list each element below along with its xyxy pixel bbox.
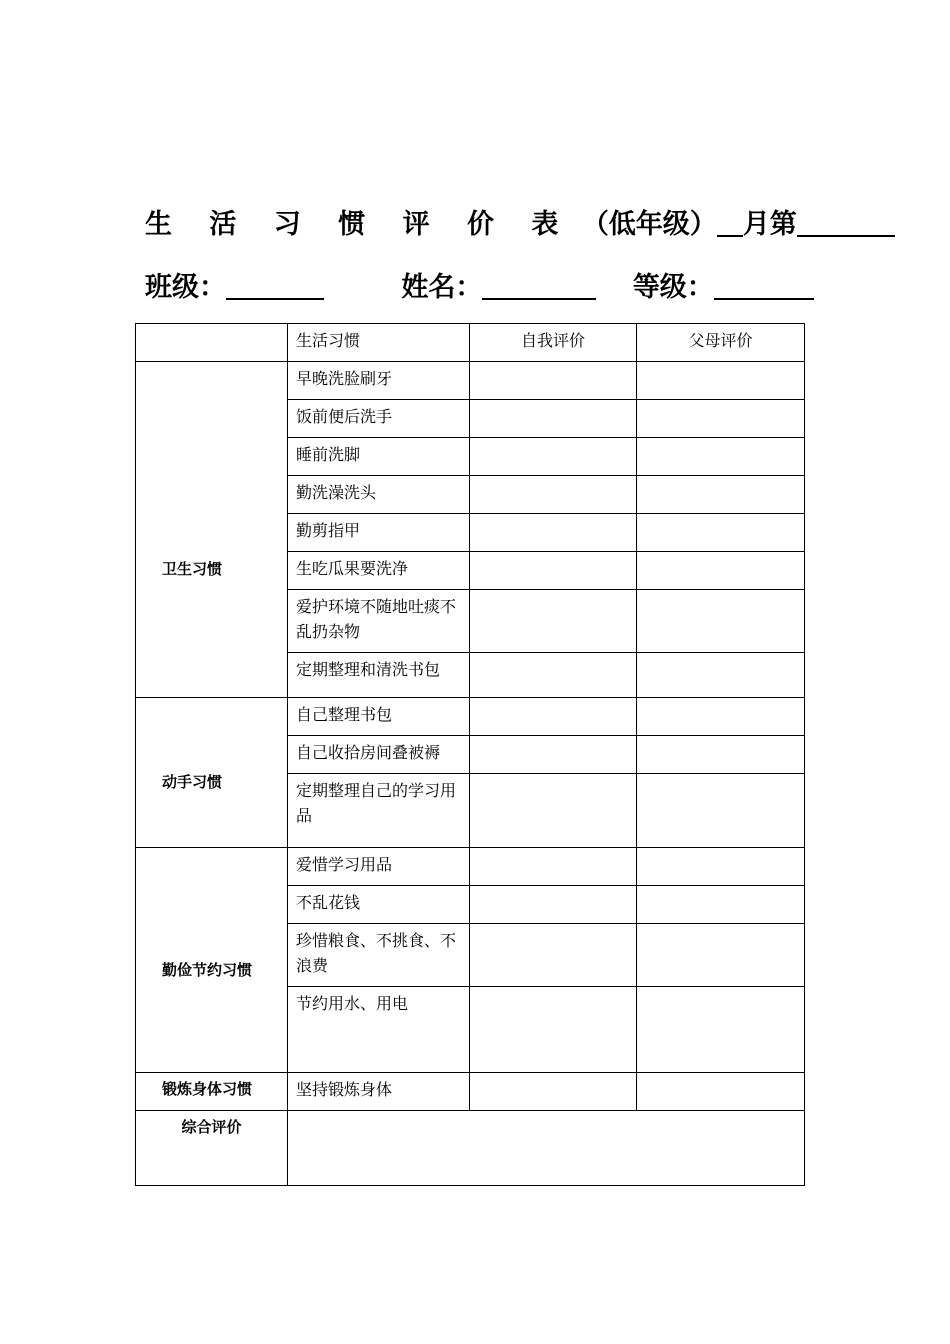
parent-eval-cell[interactable] <box>637 552 805 590</box>
habit-item: 节约用水、用电 <box>288 987 470 1073</box>
table-row <box>136 698 805 736</box>
parent-eval-cell[interactable] <box>637 400 805 438</box>
self-eval-cell[interactable] <box>470 774 637 848</box>
self-eval-cell[interactable] <box>470 1073 637 1111</box>
parent-eval-cell[interactable] <box>637 848 805 886</box>
self-eval-cell[interactable] <box>470 362 637 400</box>
habit-item: 自己收拾房间叠被褥 <box>288 736 470 774</box>
self-eval-cell[interactable] <box>470 400 637 438</box>
habit-item: 爱惜学习用品 <box>288 848 470 886</box>
header-habit: 生活习惯 <box>288 324 470 362</box>
habit-item: 定期整理自己的学习用品 <box>288 774 470 848</box>
parent-eval-cell[interactable] <box>637 514 805 552</box>
parent-eval-cell[interactable] <box>637 987 805 1073</box>
class-blank[interactable] <box>226 268 324 300</box>
habit-item: 不乱花钱 <box>288 886 470 924</box>
self-eval-cell[interactable] <box>470 848 637 886</box>
class-label: 班级： <box>145 272 226 303</box>
parent-eval-cell[interactable] <box>637 698 805 736</box>
table-row <box>136 362 805 400</box>
habit-item: 饭前便后洗手 <box>288 400 470 438</box>
parent-eval-cell[interactable] <box>637 653 805 698</box>
habit-item: 勤洗澡洗头 <box>288 476 470 514</box>
self-eval-cell[interactable] <box>470 438 637 476</box>
title-main: 生 活 习 惯 评 价 表 <box>145 209 573 240</box>
parent-eval-cell[interactable] <box>637 924 805 987</box>
month-blank[interactable] <box>717 205 743 237</box>
self-eval-cell[interactable] <box>470 987 637 1073</box>
form-title <box>145 205 845 245</box>
parent-eval-cell[interactable] <box>637 438 805 476</box>
habit-item: 早晚洗脸刷牙 <box>288 362 470 400</box>
header-self-eval: 自我评价 <box>470 324 637 362</box>
parent-eval-cell[interactable] <box>637 590 805 653</box>
title-month-suffix: 月第 <box>742 209 797 240</box>
parent-eval-cell[interactable] <box>637 476 805 514</box>
week-blank[interactable] <box>797 205 895 237</box>
habit-evaluation-table <box>135 323 805 1186</box>
habit-item: 生吃瓜果要洗净 <box>288 552 470 590</box>
self-eval-cell[interactable] <box>470 924 637 987</box>
category-hygiene: 卫生习惯 <box>136 362 288 698</box>
parent-eval-cell[interactable] <box>637 774 805 848</box>
self-eval-cell[interactable] <box>470 476 637 514</box>
self-eval-cell[interactable] <box>470 886 637 924</box>
self-eval-cell[interactable] <box>470 552 637 590</box>
self-eval-cell[interactable] <box>470 736 637 774</box>
parent-eval-cell[interactable] <box>637 1073 805 1111</box>
habit-item: 定期整理和清洗书包 <box>288 653 470 698</box>
info-line <box>145 268 845 308</box>
habit-item: 勤剪指甲 <box>288 514 470 552</box>
header-parent-eval: 父母评价 <box>637 324 805 362</box>
habit-item: 睡前洗脚 <box>288 438 470 476</box>
summary-row <box>136 1111 805 1186</box>
table-row <box>136 1073 805 1111</box>
parent-eval-cell[interactable] <box>637 736 805 774</box>
self-eval-cell[interactable] <box>470 590 637 653</box>
category-hands-on: 动手习惯 <box>136 698 288 848</box>
name-label: 姓名： <box>401 272 483 303</box>
self-eval-cell[interactable] <box>470 514 637 552</box>
level-blank[interactable] <box>714 268 814 300</box>
name-blank[interactable] <box>482 268 596 300</box>
title-grade: （低年级） <box>581 209 717 240</box>
parent-eval-cell[interactable] <box>637 362 805 400</box>
habit-item: 爱护环境不随地吐痰不乱扔杂物 <box>288 590 470 653</box>
self-eval-cell[interactable] <box>470 698 637 736</box>
summary-label: 综合评价 <box>136 1111 288 1186</box>
self-eval-cell[interactable] <box>470 653 637 698</box>
table-row <box>136 848 805 886</box>
habit-item: 自己整理书包 <box>288 698 470 736</box>
header-empty <box>136 324 288 362</box>
habit-item: 珍惜粮食、不挑食、不浪费 <box>288 924 470 987</box>
summary-cell[interactable] <box>288 1111 805 1186</box>
habit-item: 坚持锻炼身体 <box>288 1073 470 1111</box>
category-thrift: 勤俭节约习惯 <box>136 848 288 1073</box>
category-exercise: 锻炼身体习惯 <box>136 1073 288 1111</box>
level-label: 等级： <box>632 272 714 303</box>
header-row <box>136 324 805 362</box>
parent-eval-cell[interactable] <box>637 886 805 924</box>
